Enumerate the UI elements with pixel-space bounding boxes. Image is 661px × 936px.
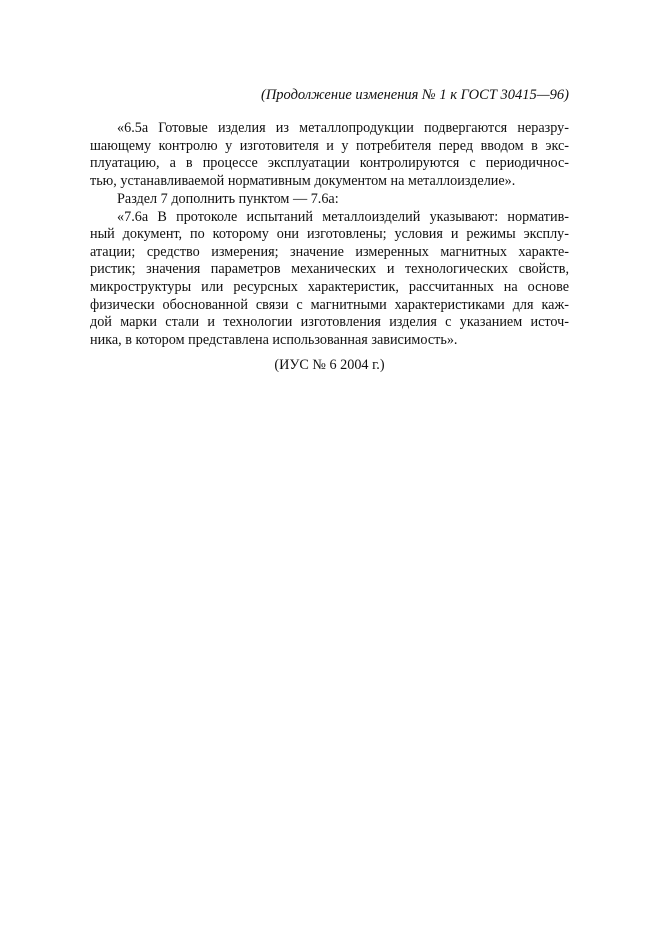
paragraph-line: «7.6а В протоколе испытаний металлоизделий указывают: норматив- bbox=[117, 208, 569, 225]
paragraph-line: микроструктуры или ресурсных характеристик, рассчитанных на основе bbox=[90, 278, 569, 295]
paragraph-line: плуатацию, а в процессе эксплуатации контролируются с периодичнос- bbox=[90, 155, 569, 172]
source-citation: (ИУС № 6 2004 г.) bbox=[274, 357, 385, 373]
paragraph-line: шающему контролю у изготовителя и у потребителя перед вводом в экс- bbox=[90, 137, 569, 154]
paragraph-line: ника, в котором представлена использованная зависимость». bbox=[90, 331, 458, 348]
paragraph-line: ный документ, по которому они изготовлены; условия и режимы эксплу- bbox=[90, 226, 569, 243]
paragraph-line: тью, устанавливаемой нормативным документом на металлоизделие». bbox=[90, 172, 516, 189]
paragraph-line: дой марки стали и технологии изготовления изделия с указанием источ- bbox=[90, 314, 569, 331]
paragraph-line: «6.5а Готовые изделия из металлопродукции подвергаются неразру- bbox=[117, 120, 569, 136]
section-note: Раздел 7 дополнить пунктом — 7.6а: bbox=[117, 191, 339, 207]
paragraph-line: ристик; значения параметров механических и технологических свойств, bbox=[90, 261, 569, 278]
continuation-header: (Продолжение изменения № 1 к ГОСТ 30415—96) bbox=[260, 87, 569, 103]
paragraph-line: физически обоснованной связи с магнитными характеристиками для каж- bbox=[90, 296, 569, 313]
section-7-block bbox=[90, 191, 569, 349]
paragraph-6-5a bbox=[90, 120, 569, 190]
paragraph-line: атации; средство измерения; значение измеренных магнитных характе- bbox=[90, 243, 569, 260]
